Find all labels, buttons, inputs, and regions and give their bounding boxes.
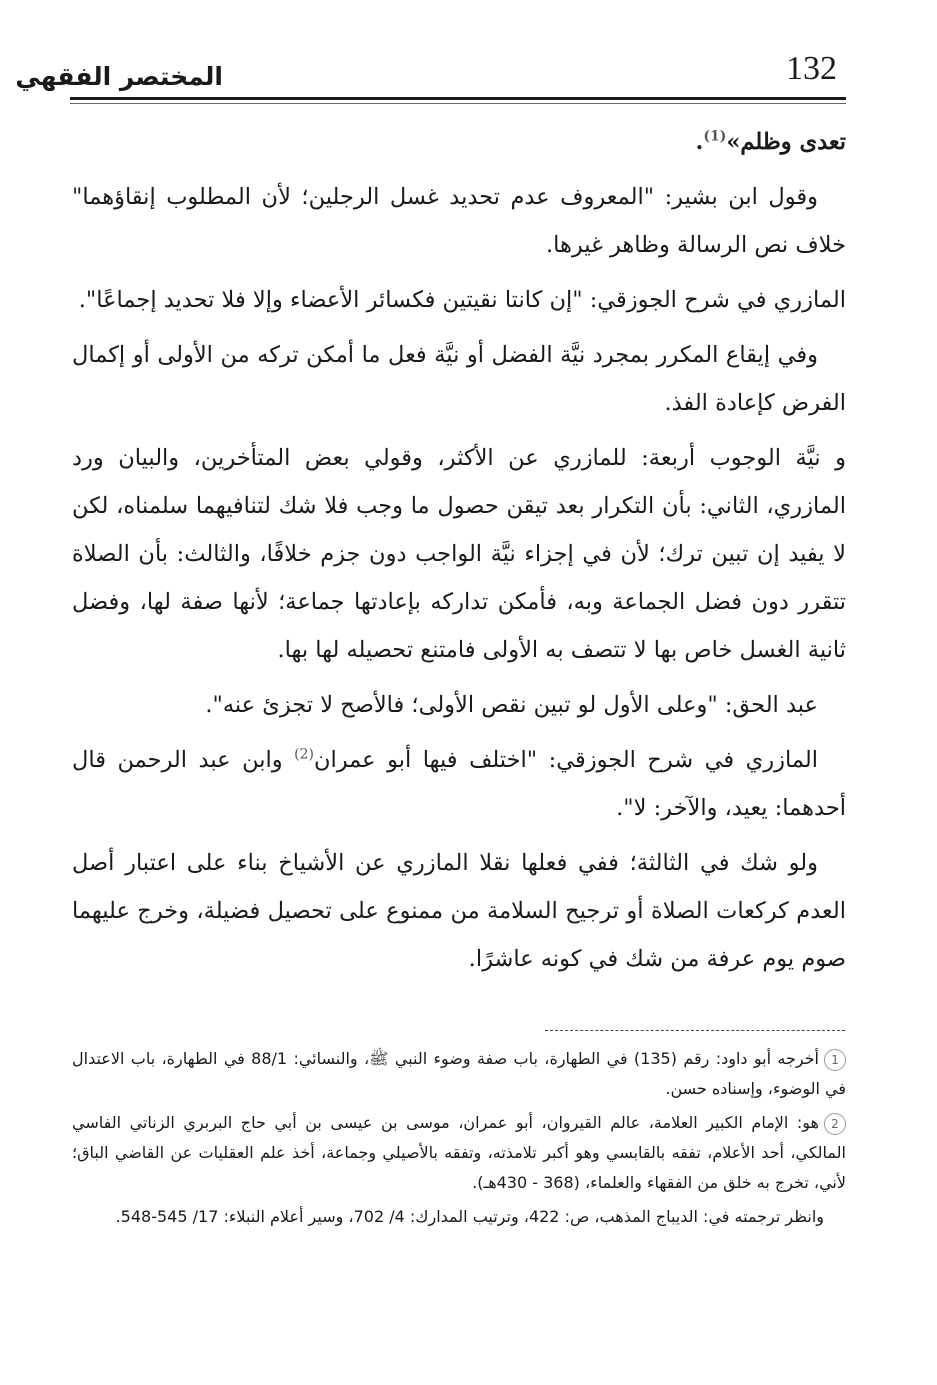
paragraph-mazari-1: المازري في شرح الجوزقي: "إن كانتا نقيتين فكسائر الأعضاء وإلا فلا تحديد إجماعًا". [78,287,846,313]
running-title: المختصر الفقهي [15,62,223,91]
footnote-1 [72,1044,846,1104]
footnote-2-continued: وانظر ترجمته في: الديباج المذهب، ص: 422، وترتيب المدارك: 4/ 702، وسير أعلام النبلاء: 17/ 545-548. [115,1207,824,1226]
paragraph-quote-end [72,118,846,166]
footnote-2 [72,1108,846,1198]
paragraph-text: تعدى وظلم» [726,129,846,155]
footnote-ref-2[interactable]: (2) [294,746,314,763]
header-rule-thin [70,103,846,104]
paragraph-shakk: ولو شك في الثالثة؛ ففي فعلها نقلا المازري عن الأشياخ بناء على اعتبار أصل العدم كركعات الصلاة أو ترجيح السلامة من ممنوع على تحصيل فضيلة، وخرج عليهما صوم يوم عرفة من شك في كونه عاشرًا. [72,850,846,972]
paragraph-text: المازري في شرح الجوزقي: "اختلف فيها أبو عمران [313,747,818,773]
page-number: 132 [786,50,837,87]
footnote-number: 1 [824,1049,846,1071]
footnote-text: هو: الإمام الكبير العلامة، عالم القيروان، أبو عمران، موسى بن عيسى بن أبي حاج البربري الزناتي الفاسي المالكي، أحد الأعلام، تفقه بالقابسي وهو أكبر تلامذته، وتفقه بالأصيلي وجماعة، أخذ علم العقليات عن القاضي الباق؛ لأني، تخرج به خلق من الفقهاء والعلماء، (368 - 430هـ). [72,1113,846,1192]
footnote-number: 2 [824,1113,846,1135]
footnote-ref-1[interactable]: (1) [703,128,727,145]
paragraph-text: . [695,129,704,155]
paragraph-iqaa: وفي إيقاع المكرر بمجرد نيَّة الفضل أو نيَّة فعل ما أمكن تركه من الأولى أو إكمال الفرض كإعادة الفذ. [72,342,846,416]
paragraph-text: وابن عبد الرحمن قال أحدهما: يعيد، والآخر: لا". [72,747,846,821]
footnote-separator [545,1030,845,1032]
footnotes [72,1044,846,1236]
paragraph-abd-al-haqq: عبد الحق: "وعلى الأول لو تبين نقص الأولى؛ فالأصح لا تجزئ عنه". [205,692,818,718]
main-text [72,118,846,990]
header-rule [70,97,846,100]
paragraph-niyya: و نيَّة الوجوب أربعة: للمازري عن الأكثر، وقولي بعض المتأخرين، والبيان ورد المازري، الثاني: بأن التكرار بعد تيقن حصول ما وجب فلا شك لتنافيهما سلمناه، لكن لا يفيد إن تبين ترك؛ لأن في إجزاء نيَّة الواجب دون جزم خلافًا، والثالث: بأن الصلاة تتقرر دون فضل الجماعة وبه، فأمكن تداركه بإعادتها جماعة؛ لأنها صفة لها، وفضل ثانية الغسل خاص بها لا تتصف به الأولى فامتنع تحصيله لها بها. [72,445,846,663]
paragraph-ibn-bashir: وقول ابن بشير: "المعروف عدم تحديد غسل الرجلين؛ لأن المطلوب إنقاؤهما" خلاف نص الرسالة وظاهر غيرها. [72,184,846,258]
footnote-text: أخرجه أبو داود: رقم (135) في الطهارة، باب صفة وضوء النبي ﷺ، والنسائي: 88/1 في الطهارة، باب الاعتدال في الوضوء، وإسناده حسن. [72,1049,846,1098]
paragraph-mazari-2 [72,736,846,832]
